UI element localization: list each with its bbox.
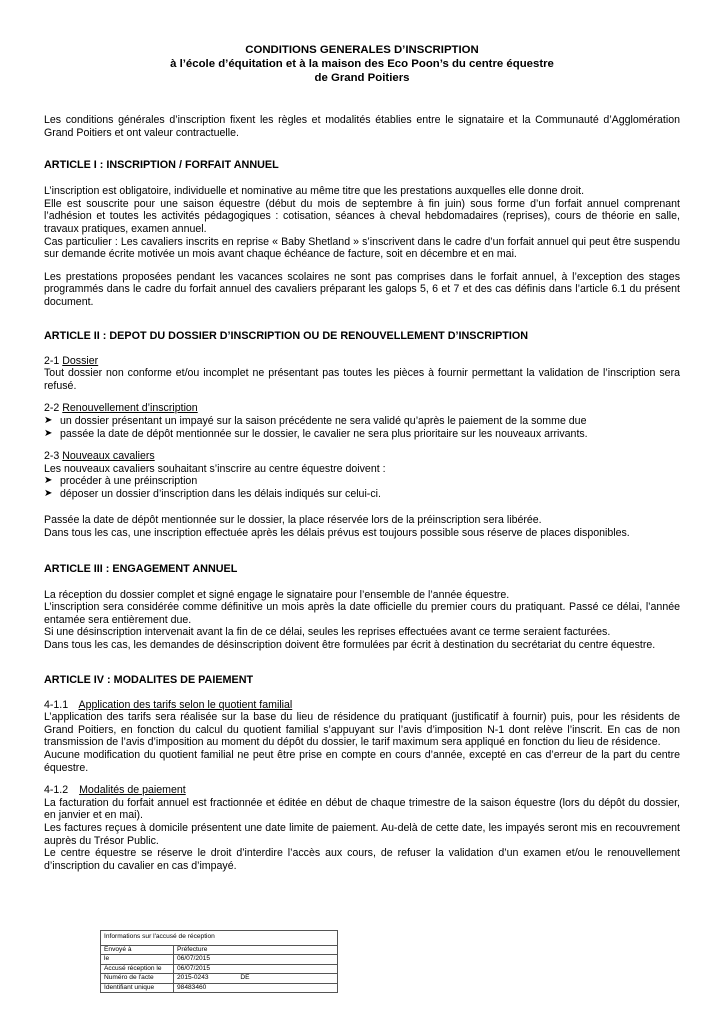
section-4-1-1-heading [44,699,680,712]
table-row [101,955,338,965]
receipt-value [174,974,338,984]
title-line-1: CONDITIONS GENERALES D’INSCRIPTION [245,44,479,56]
table-row [101,983,338,993]
arrow-bullet-icon: ➤ [44,427,53,439]
table-row [101,964,338,974]
section-title: Nouveaux cavaliers [62,450,155,463]
section-4-1-2-heading [44,784,680,797]
list-item [44,475,680,488]
section-2-3-heading [44,450,680,463]
article-3-paragraph: Si une désinscription intervenait avant la fin de ce délai, seules les reprises effectuées avant ce terme seraient facturées. [44,626,611,639]
intro-paragraph: Les conditions générales d’inscription fixent les règles et modalités établies entre le signataire et la Communauté d’Agglomération Grand Poitiers et ont valeur contractuelle. [44,114,680,139]
article-4-heading: ARTICLE IV : MODALITES DE PAIEMENT [44,673,254,686]
section-4-1-2-text: Le centre équestre se réserve le droit d’interdire l’accès aux cours, de refuser la validation d’un examen et/ou le renouvellement d’inscription du cavalier en cas d’impayé. [44,847,680,872]
section-2-3-text: Les nouveaux cavaliers souhaitant s’inscrire au centre équestre doivent : [44,462,386,475]
list-item-text: procéder à une préinscription [60,475,198,488]
section-number: 4-1.1 [44,698,69,711]
receipt-value: 06/07/2015 [174,955,338,965]
table-row [101,974,338,984]
section-number: 2-3 [44,450,60,463]
section-2-2-heading [44,402,680,415]
receipt-label: Envoyé à [101,945,174,955]
article-1-paragraph: Elle est souscrite pour une saison équestre (début du mois de septembre à fin juin) sous forme d’un forfait annuel comprenant l’adhésion et toutes les activités pédagogiques : cotisation, séances à cheval hebdomadaires (reprises), cours de théorie en salle, travaux pratiques, examen annuel. [44,197,680,235]
receipt-value: 06/07/2015 [174,964,338,974]
section-title: Application des tarifs selon le quotient familial [78,698,293,711]
article-1-paragraph: Les prestations proposées pendant les vacances scolaires ne sont pas comprises dans le forfait annuel, à l’exception des stages programmés dans le cadre du forfait annuel des cavaliers préparant les galops 5, 6 et 7 et des cas définis dans l’article 6.1 du présent document. [44,270,680,308]
document-page [44,43,680,872]
receipt-value: 98483460 [174,983,338,993]
section-number: 2-1 [44,354,60,367]
receipt-label: Numéro de l'acte [101,974,174,984]
list-item-text: passée la date de dépôt mentionnée sur le dossier, le cavalier ne sera plus prioritaire sur les nouveaux arrivants. [60,427,588,440]
receipt-header-row [101,931,338,946]
article-3-paragraph: L’inscription sera considérée comme définitive un mois après la date officielle du premier cours du pratiquant. Passé ce délai, l’année entamée sera entièrement due. [44,601,680,626]
list-item [44,488,680,501]
receipt-label: Identifiant unique [101,983,174,993]
list-item-text: déposer un dossier d’inscription dans les délais indiqués sur celui-ci. [60,487,381,500]
section-4-1-2-text: La facturation du forfait annuel est fractionnée et éditée en début de chaque trimestre de la saison équestre (lors du dépôt du dossier, en janvier et en mai). [44,796,680,822]
article-2-paragraph: Dans tous les cas, une inscription effectuée après les délais prévus est toujours possible sous réserve de places disponibles. [44,527,630,540]
article-1-paragraph: Cas particulier : Les cavaliers inscrits en reprise « Baby Shetland » s’inscrivent dans le cadre d’un forfait annuel qui peut être suspendu sur demande écrite motivée un mois avant chaque échéance de facture, soit en décembre et en mai. [44,235,680,261]
receipt-label: Accusé réception le [101,964,174,974]
section-4-1-1-text: L’application des tarifs sera réalisée sur la base du lieu de résidence du pratiquant (justificatif à fournir) puis, pour les résidents de Grand Poitiers, en fonction du calcul du quotient familial s’appuyant sur l’avis d’imposition N-1 dont relève l’inscrit. En cas de non transmission de l’avis d’imposition au moment du dépôt du dossier, le tarif maximum sera appliqué en fonction du lieu de résidence. [44,711,680,749]
section-title: Modalités de paiement [79,784,186,797]
section-number: 2-2 [44,402,60,415]
list-item [44,428,680,441]
article-3-paragraph: La réception du dossier complet et signé engage le signataire pour l’ensemble de l’année équestre. [44,588,510,601]
receipt-header: Informations sur l'accusé de réception [101,931,338,946]
section-title: Dossier [62,354,99,367]
arrow-bullet-icon: ➤ [44,475,53,487]
arrow-bullet-icon: ➤ [44,414,53,426]
arrow-bullet-icon: ➤ [44,487,53,499]
document-title [44,43,680,85]
article-3-paragraph: Dans tous les cas, les demandes de désinscription doivent être formulées par écrit à destination du secrétariat du centre équestre. [44,639,656,652]
section-2-1-heading [44,355,680,368]
act-number: 2015-0243 [177,974,209,981]
table-row [101,945,338,955]
section-title: Renouvellement d’inscription [62,402,198,415]
article-1-paragraph: L’inscription est obligatoire, individuelle et nominative au même titre que les prestations auxquelles elle donne droit. [44,185,585,198]
article-1-heading: ARTICLE I : INSCRIPTION / FORFAIT ANNUEL [44,159,279,172]
article-2-heading: ARTICLE II : DEPOT DU DOSSIER D’INSCRIPTION OU DE RENOUVELLEMENT D’INSCRIPTION [44,329,529,342]
article-3-heading: ARTICLE III : ENGAGEMENT ANNUEL [44,562,238,575]
list-item-text: un dossier présentant un impayé sur la saison précédente ne sera validé qu’après le paiement de la somme due [60,414,587,427]
section-number: 4-1.2 [44,784,69,797]
receipt-value: Préfecture [174,945,338,955]
title-line-2: à l’école d’équitation et à la maison des Eco Poon’s du centre équestre [170,58,554,70]
section-2-1-text: Tout dossier non conforme et/ou incomplet ne présentant pas toutes les pièces à fournir permettant la validation de l’inscription sera refusé. [44,367,680,392]
receipt-info-table [100,930,338,993]
act-type: DE [240,974,250,981]
article-2-paragraph: Passée la date de dépôt mentionnée sur le dossier, la place réservée lors de la préinscription sera libérée. [44,514,542,527]
list-item [44,415,680,428]
title-line-3: de Grand Poitiers [314,72,410,84]
section-4-1-2-text: Les factures reçues à domicile présentent une date limite de paiement. Au-delà de cette date, les impayés seront mis en recouvrement auprès du Trésor Public. [44,821,680,847]
section-4-1-1-text: Aucune modification du quotient familial ne peut être prise en compte en cours d’année, excepté en cas d’erreur de la part du centre équestre. [44,749,680,774]
receipt-label: le [101,955,174,965]
